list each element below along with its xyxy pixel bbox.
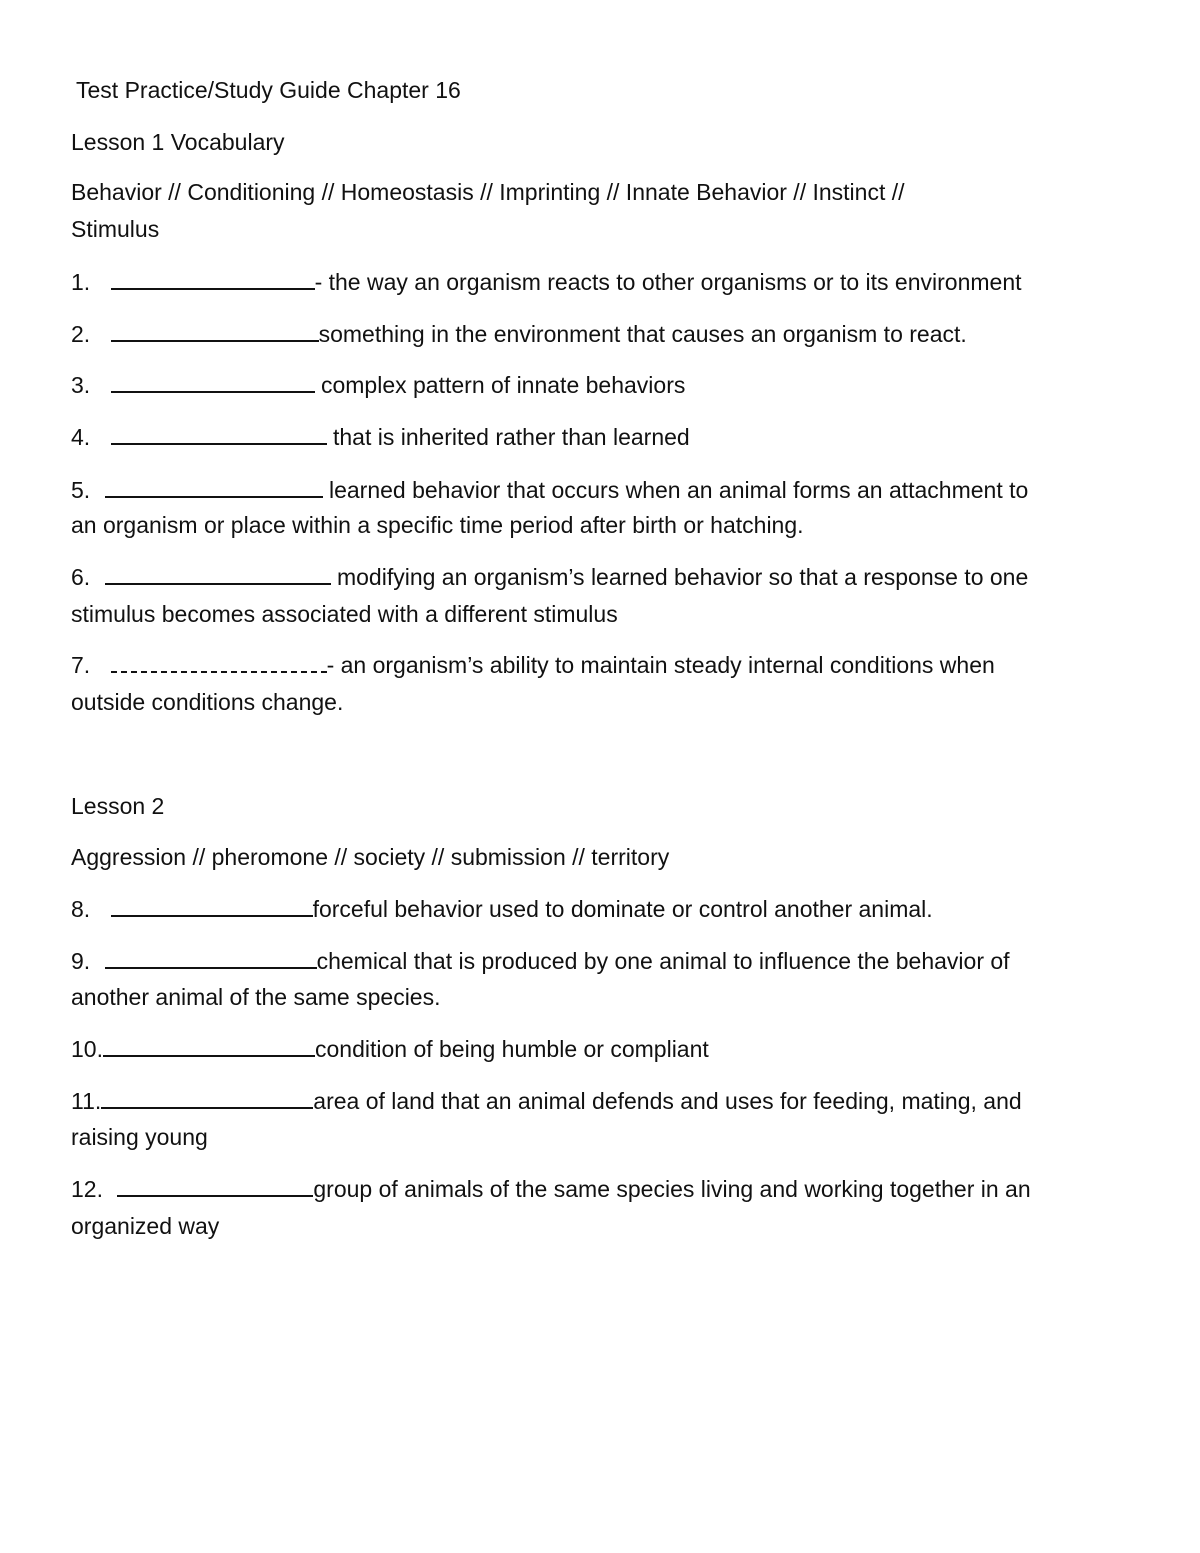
question-6 bbox=[71, 563, 1028, 591]
question-8 bbox=[71, 895, 933, 923]
question-9 bbox=[71, 947, 1010, 975]
question-text: something in the environment that causes an organism to react. bbox=[318, 321, 967, 347]
question-text: - an organism’s ability to maintain steady internal conditions when bbox=[326, 652, 995, 678]
question-text: learned behavior that occurs when an animal forms an attachment to bbox=[322, 477, 1029, 503]
question-number: 3. bbox=[71, 372, 91, 398]
answer-blank[interactable] bbox=[103, 1037, 315, 1057]
question-11-cont: raising young bbox=[71, 1124, 208, 1150]
answer-blank[interactable] bbox=[111, 425, 327, 445]
question-1 bbox=[71, 268, 1022, 296]
question-text: condition of being humble or compliant bbox=[314, 1036, 709, 1062]
question-number: 11. bbox=[71, 1088, 102, 1114]
question-number: 6. bbox=[71, 564, 91, 590]
answer-blank[interactable] bbox=[111, 270, 315, 290]
question-number: 1. bbox=[71, 269, 91, 295]
question-5 bbox=[71, 476, 1028, 504]
question-number: 12. bbox=[71, 1176, 103, 1202]
lesson1-word-bank: Behavior // Conditioning // Homeostasis // Imprinting // Innate Behavior // Instinct // bbox=[71, 179, 905, 205]
lesson2-heading: Lesson 2 bbox=[71, 793, 165, 819]
question-text: complex pattern of innate behaviors bbox=[314, 372, 686, 398]
question-3 bbox=[71, 371, 685, 399]
question-number: 5. bbox=[71, 477, 91, 503]
answer-blank[interactable] bbox=[111, 897, 313, 917]
answer-blank[interactable] bbox=[111, 373, 315, 393]
question-text: forceful behavior used to dominate or control another animal. bbox=[312, 896, 933, 922]
question-number: 4. bbox=[71, 424, 91, 450]
question-10 bbox=[71, 1035, 709, 1063]
question-2 bbox=[71, 320, 967, 348]
lesson1-heading: Lesson 1 Vocabulary bbox=[71, 129, 285, 155]
answer-blank[interactable] bbox=[105, 949, 317, 969]
question-number: 2. bbox=[71, 321, 91, 347]
question-7-cont: outside conditions change. bbox=[71, 689, 344, 715]
question-text: area of land that an animal defends and uses for feeding, mating, and bbox=[313, 1088, 1022, 1114]
lesson1-word-bank-cont: Stimulus bbox=[71, 216, 160, 242]
lesson2-word-bank: Aggression // pheromone // society // submission // territory bbox=[71, 844, 670, 870]
question-number: 9. bbox=[71, 948, 91, 974]
question-number: 8. bbox=[71, 896, 91, 922]
answer-blank[interactable] bbox=[101, 1089, 313, 1109]
answer-blank[interactable] bbox=[105, 565, 331, 585]
question-5-cont: an organism or place within a specific time period after birth or hatching. bbox=[71, 512, 804, 538]
question-9-cont: another animal of the same species. bbox=[71, 984, 441, 1010]
question-text: chemical that is produced by one animal to influence the behavior of bbox=[316, 948, 1010, 974]
answer-blank[interactable] bbox=[117, 1177, 313, 1197]
question-number: 10. bbox=[71, 1036, 103, 1062]
question-11 bbox=[71, 1087, 1022, 1115]
answer-blank[interactable] bbox=[111, 322, 319, 342]
question-text: that is inherited rather than learned bbox=[326, 424, 690, 450]
question-text: group of animals of the same species living and working together in an bbox=[313, 1176, 1031, 1202]
question-12 bbox=[71, 1175, 1031, 1203]
question-6-cont: stimulus becomes associated with a different stimulus bbox=[71, 601, 618, 627]
answer-blank[interactable] bbox=[111, 653, 327, 673]
page-title: Test Practice/Study Guide Chapter 16 bbox=[76, 77, 461, 103]
question-4 bbox=[71, 423, 690, 451]
question-text: - the way an organism reacts to other organisms or to its environment bbox=[314, 269, 1022, 295]
question-7 bbox=[71, 651, 995, 679]
question-12-cont: organized way bbox=[71, 1213, 220, 1239]
question-number: 7. bbox=[71, 652, 91, 678]
question-text: modifying an organism’s learned behavior so that a response to one bbox=[330, 564, 1029, 590]
answer-blank[interactable] bbox=[105, 478, 323, 498]
